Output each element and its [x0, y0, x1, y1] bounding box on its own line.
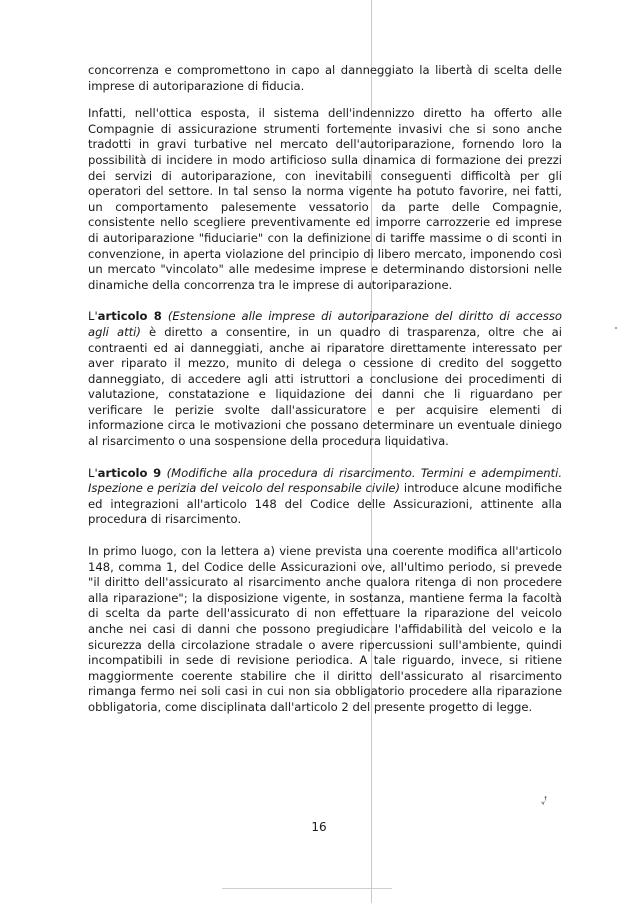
article-heading: articolo 8 — [97, 309, 162, 324]
paragraph-text: concorrenza e compromettono in capo al danneggiato la libertà di scelta delle imprese di autoriparazione di fiducia. — [88, 63, 562, 93]
article-subtitle: (Estensione alle imprese di autoriparazione del diritto di accesso agli atti) — [88, 309, 562, 339]
paragraph-articolo-8 — [88, 309, 562, 449]
document-body — [88, 63, 562, 732]
paragraph-text: Infatti, nell'ottica esposta, il sistema dell'indennizzo diretto ha offerto alle Compagnie di assicurazione strumenti fortemente invasivi che si sono anche tradotti in gravi turbative nel mercato dell'autoriparazione, fornendo loro la possibilità di incidere in modo artificioso sulla dinamica di formazione dei prezzi dei servizi di autoriparazione, con inevitabili conseguenti difficoltà per gli operatori del settore. In tal senso la norma vigente ha potuto favorire, nei fatti, un comportamento palesemente vessatorio da parte delle Compagnie, consistente nello scegliere preventivamente ed imporre carrozzerie ed imprese di autoriparazione "fiduciarie" con la definizione di tariffe massime o di sconti in convenzione, in aperta violazione del principio di libero mercato, imponendo così un mercato "vincolato" alle medesime imprese e determinando distorsioni nelle dinamiche della concorrenza tra le imprese di autoriparazione. — [88, 106, 562, 292]
page-number: 16 — [311, 820, 327, 834]
paragraph-2 — [88, 106, 562, 293]
margin-dot — [615, 327, 617, 329]
paragraph-5 — [88, 544, 562, 716]
paragraph-lead: L' — [88, 309, 98, 324]
article-heading: articolo 9 — [97, 465, 162, 480]
paragraph-text: introduce alcune modifiche ed integrazioni all'articolo 148 del Codice delle Assicurazioni, attinente alla procedura di risarcimento. — [88, 481, 562, 527]
article-subtitle: (Modifiche alla procedura di risarcimento. Termini e adempimenti. Ispezione e perizia del veicolo del responsabile civile) — [88, 465, 563, 496]
paragraph-articolo-9 — [88, 466, 562, 528]
paragraph-lead: L' — [88, 465, 98, 480]
handwritten-initials: ᵥᶠ — [539, 795, 550, 808]
paragraph-text: è diretto a consentire, in un quadro di trasparenza, oltre che ai contraenti ed ai danneggiati, anche ai riparatore direttamente interessato per aver riparato il mezzo, munito di delega o cessione di credito del soggetto danneggiato, di accedere agli atti istruttori a conclusione dei procedimenti di valutazione, constatazione e liquidazione dei danni che li riguardano per verificare le perizie svolte dall'assicuratore e per acquisire elementi di informazione circa le motivazioni che possano determinare un eventuale diniego al risarcimento o una sospensione della procedura liquidativa. — [88, 324, 562, 449]
footer-smudge — [222, 888, 392, 889]
paragraph-text: In primo luogo, con la lettera a) viene prevista una coerente modifica all'articolo 148, comma 1, del Codice delle Assicurazioni ove, all'ultimo periodo, si prevede "il diritto dell'assicurato al risarcimento anche qualora ritenga di non procedere alla riparazione"; la disposizione vigente, in sostanza, mantiene ferma la facoltà di scelta da parte dell'assicurato di non effettuare la riparazione del veicolo anche nei casi di danni che possono pregiudicare l'affidabilità del veicolo e la sicurezza della circolazione stradale o avere ripercussioni sull'ambiente, quindi incompatibili in sede di revisione periodica. A tale riguardo, invece, si ritiene maggiormente coerente stabilire che il diritto dell'assicurato al risarcimento rimanga fermo nei soli casi in cui non sia obbligatorio procedere alla riparazione obbligatoria, come disciplinata dall'articolo 2 del presente progetto di legge. — [88, 544, 562, 714]
paragraph-1 — [88, 63, 562, 94]
